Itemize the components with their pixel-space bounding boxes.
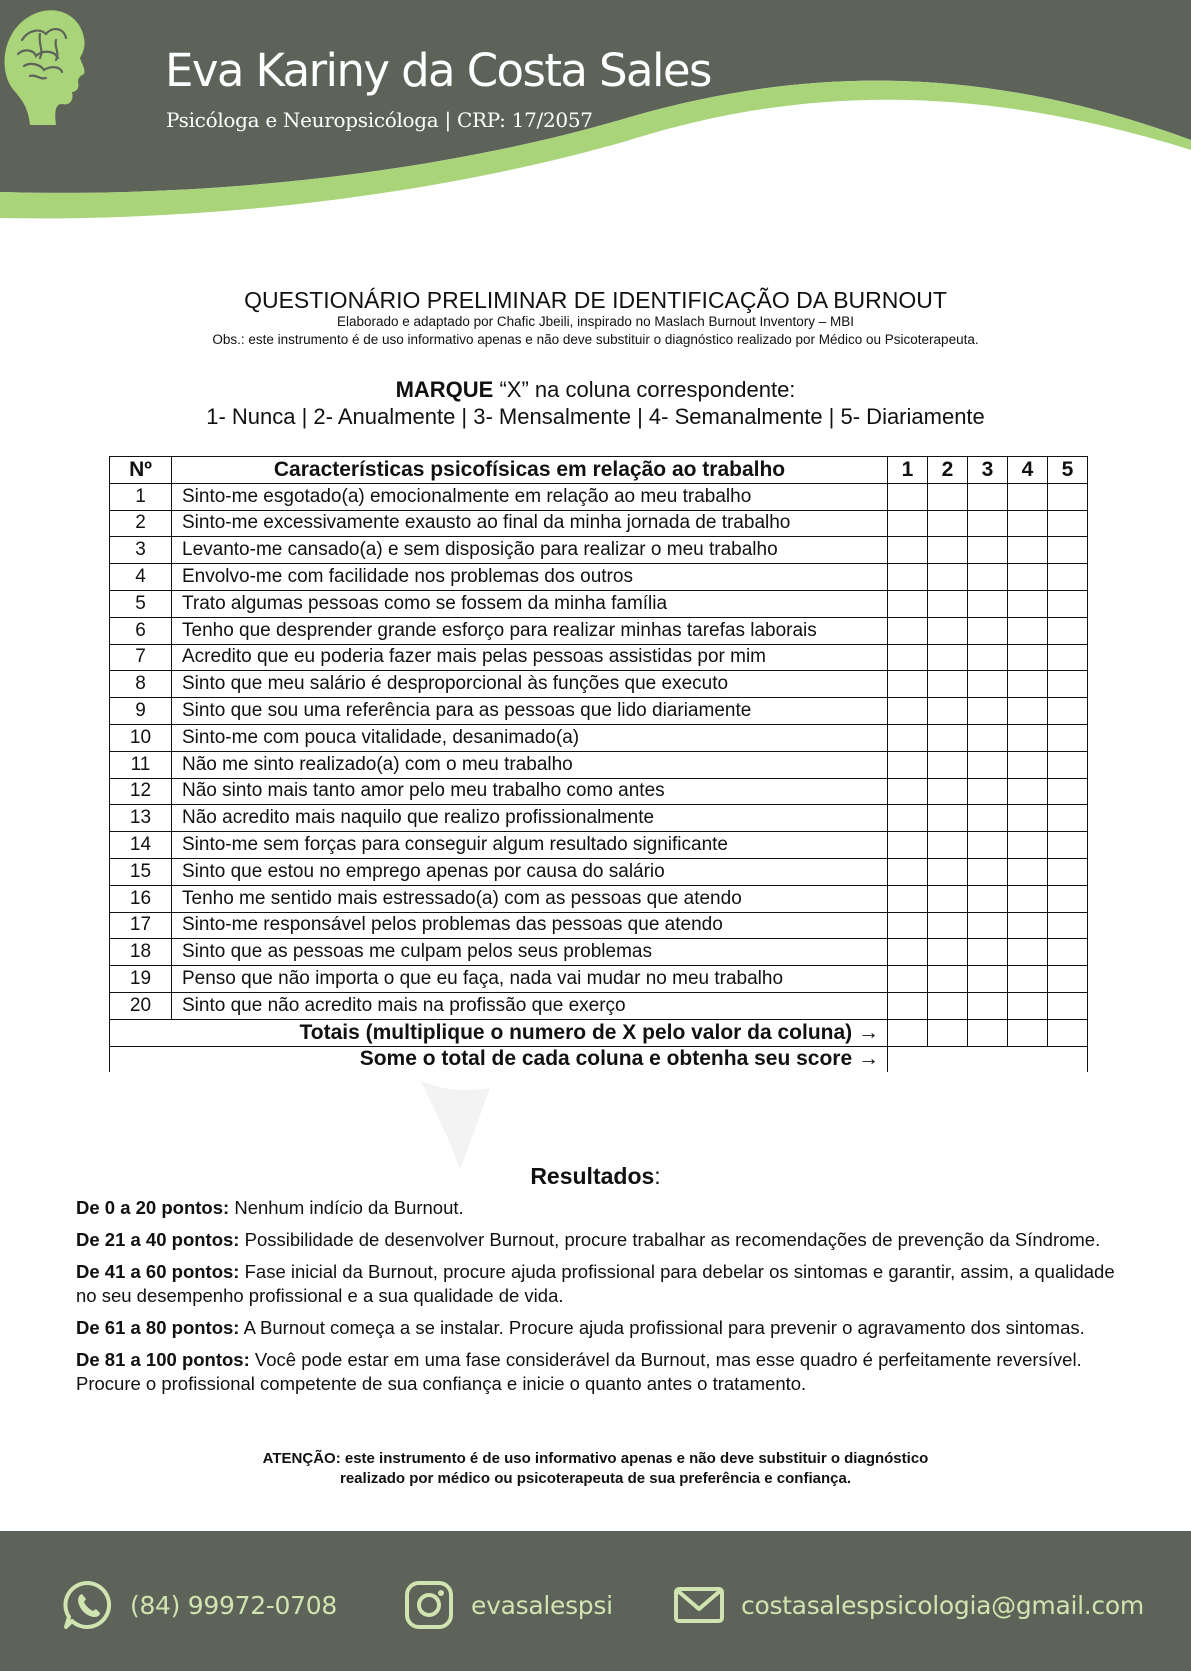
total-cell-5[interactable] — [1048, 1019, 1088, 1046]
answer-cell-5[interactable] — [1048, 698, 1088, 725]
table-row — [110, 564, 1088, 591]
answer-cell-3[interactable] — [968, 885, 1008, 912]
item-text: Sinto que as pessoas me culpam pelos seus problemas — [172, 939, 888, 966]
item-text: Sinto-me sem forças para conseguir algum resultado significante — [172, 832, 888, 859]
answer-cell-4[interactable] — [1008, 992, 1048, 1019]
result-text: Fase inicial da Burnout, procure ajuda profissional para debelar os sintomas e garantir, assim, a qualidade no seu desempenho profissional e a sua qualidade de vida. — [76, 1261, 1115, 1306]
results-title-colon: : — [654, 1163, 661, 1189]
result-item — [76, 1196, 1116, 1220]
questionnaire-obs: Obs.: este instrumento é de uso informativo apenas e não deve substituir o diagnóstico realizado por Médico ou Psicoterapeuta. — [212, 332, 979, 347]
item-number: 16 — [110, 885, 172, 912]
answer-cell-3[interactable] — [968, 966, 1008, 993]
item-text: Sinto-me esgotado(a) emocionalmente em relação ao meu trabalho — [172, 483, 888, 510]
answer-cell-3[interactable] — [968, 537, 1008, 564]
answer-cell-3[interactable] — [968, 564, 1008, 591]
psychologist-credentials: Psicóloga e Neuropsicóloga | CRP: 17/2057 — [166, 108, 593, 132]
answer-cell-5[interactable] — [1048, 992, 1088, 1019]
mail-icon — [673, 1579, 725, 1631]
result-text: Possibilidade de desenvolver Burnout, procure trabalhar as recomendações de prevenção da Síndrome. — [239, 1229, 1101, 1250]
table-row — [110, 778, 1088, 805]
item-text: Tenho me sentido mais estressado(a) com as pessoas que atendo — [172, 885, 888, 912]
item-number: 6 — [110, 617, 172, 644]
answer-cell-2[interactable] — [928, 564, 968, 591]
answer-cell-1[interactable] — [888, 671, 928, 698]
watermark-shape — [420, 1080, 520, 1170]
answer-cell-1[interactable] — [888, 992, 928, 1019]
item-number: 11 — [110, 751, 172, 778]
col-header-scale-1: 1 — [888, 457, 928, 484]
answer-cell-4[interactable] — [1008, 564, 1048, 591]
item-number: 2 — [110, 510, 172, 537]
item-text: Envolvo-me com facilidade nos problemas dos outros — [172, 564, 888, 591]
item-text: Sinto que não acredito mais na profissão que exerço — [172, 992, 888, 1019]
answer-cell-1[interactable] — [888, 590, 928, 617]
item-text: Sinto-me com pouca vitalidade, desanimado(a) — [172, 724, 888, 751]
totals-label: Totais (multiplique o numero de X pelo valor da coluna) → — [110, 1019, 888, 1046]
answer-cell-5[interactable] — [1048, 590, 1088, 617]
col-header-scale-4: 4 — [1008, 457, 1048, 484]
answer-cell-5[interactable] — [1048, 778, 1088, 805]
answer-cell-1[interactable] — [888, 751, 928, 778]
item-number: 7 — [110, 644, 172, 671]
answer-cell-5[interactable] — [1048, 805, 1088, 832]
col-header-number: Nº — [110, 457, 172, 484]
answer-cell-4[interactable] — [1008, 778, 1048, 805]
item-number: 4 — [110, 564, 172, 591]
answer-cell-1[interactable] — [888, 617, 928, 644]
answer-cell-1[interactable] — [888, 805, 928, 832]
answer-cell-3[interactable] — [968, 644, 1008, 671]
score-label: Some o total de cada coluna e obtenha seu score → — [110, 1046, 888, 1072]
item-number: 8 — [110, 671, 172, 698]
item-text: Sinto-me responsável pelos problemas das pessoas que atendo — [172, 912, 888, 939]
answer-cell-1[interactable] — [888, 939, 928, 966]
answer-cell-3[interactable] — [968, 832, 1008, 859]
answer-cell-1[interactable] — [888, 966, 928, 993]
item-text: Sinto que meu salário é desproporcional às funções que executo — [172, 671, 888, 698]
answer-cell-1[interactable] — [888, 832, 928, 859]
table-row — [110, 912, 1088, 939]
answer-cell-2[interactable] — [928, 805, 968, 832]
col-header-scale-5: 5 — [1048, 457, 1088, 484]
answer-cell-2[interactable] — [928, 698, 968, 725]
instruction-text: “X” na coluna correspondente: — [493, 377, 796, 402]
answer-cell-3[interactable] — [968, 510, 1008, 537]
warning-line-2: realizado por médico ou psicoterapeuta de sua preferência e confiança. — [340, 1470, 851, 1487]
answer-cell-2[interactable] — [928, 966, 968, 993]
answer-cell-5[interactable] — [1048, 537, 1088, 564]
table-header-row — [110, 457, 1088, 484]
answer-cell-5[interactable] — [1048, 885, 1088, 912]
answer-cell-2[interactable] — [928, 832, 968, 859]
result-item — [76, 1316, 1116, 1340]
item-text: Sinto que sou uma referência para as pessoas que lido diariamente — [172, 698, 888, 725]
item-number: 19 — [110, 966, 172, 993]
item-number: 13 — [110, 805, 172, 832]
answer-cell-4[interactable] — [1008, 805, 1048, 832]
contact-email[interactable] — [673, 1581, 1144, 1629]
answer-cell-2[interactable] — [928, 483, 968, 510]
table-row — [110, 510, 1088, 537]
answer-cell-4[interactable] — [1008, 912, 1048, 939]
answer-cell-3[interactable] — [968, 724, 1008, 751]
item-text: Acredito que eu poderia fazer mais pelas pessoas assistidas por mim — [172, 644, 888, 671]
result-range: De 0 a 20 pontos: — [76, 1197, 230, 1218]
item-number: 10 — [110, 724, 172, 751]
answer-cell-5[interactable] — [1048, 510, 1088, 537]
answer-cell-5[interactable] — [1048, 751, 1088, 778]
contact-instagram[interactable] — [403, 1581, 613, 1629]
answer-cell-3[interactable] — [968, 858, 1008, 885]
questionnaire-subtitle: Elaborado e adaptado por Chafic Jbeili, inspirado no Maslach Burnout Inventory – MBI — [336, 314, 855, 329]
result-range: De 61 a 80 pontos: — [76, 1317, 240, 1338]
answer-cell-2[interactable] — [928, 644, 968, 671]
answer-cell-5[interactable] — [1048, 483, 1088, 510]
table-row — [110, 644, 1088, 671]
burnout-questionnaire-table — [109, 456, 1088, 1072]
answer-cell-2[interactable] — [928, 537, 968, 564]
answer-cell-5[interactable] — [1048, 644, 1088, 671]
questionnaire-title: QUESTIONÁRIO PRELIMINAR DE IDENTIFICAÇÃO DA BURNOUT — [244, 287, 947, 313]
answer-cell-2[interactable] — [928, 724, 968, 751]
phone-number: (84) 99972-0708 — [130, 1590, 337, 1620]
instruction-line — [0, 377, 1191, 403]
item-text: Não acredito mais naquilo que realizo profissionalmente — [172, 805, 888, 832]
frequency-scale: 1- Nunca | 2- Anualmente | 3- Mensalmente | 4- Semanalmente | 5- Diariamente — [206, 404, 985, 429]
answer-cell-3[interactable] — [968, 698, 1008, 725]
result-text: A Burnout começa a se instalar. Procure ajuda profissional para prevenir o agravamento dos sintomas. — [239, 1317, 1085, 1338]
answer-cell-5[interactable] — [1048, 832, 1088, 859]
answer-cell-5[interactable] — [1048, 671, 1088, 698]
answer-cell-1[interactable] — [888, 483, 928, 510]
table-body — [110, 483, 1088, 1019]
item-number: 1 — [110, 483, 172, 510]
answer-cell-4[interactable] — [1008, 671, 1048, 698]
answer-cell-1[interactable] — [888, 778, 928, 805]
table-row — [110, 483, 1088, 510]
totals-row — [110, 1019, 1088, 1046]
table-row — [110, 751, 1088, 778]
contact-footer — [0, 1531, 1191, 1671]
answer-cell-5[interactable] — [1048, 617, 1088, 644]
item-text: Levanto-me cansado(a) e sem disposição para realizar o meu trabalho — [172, 537, 888, 564]
item-number: 17 — [110, 912, 172, 939]
table-row — [110, 617, 1088, 644]
total-cell-4[interactable] — [1008, 1019, 1048, 1046]
item-text: Tenho que desprender grande esforço para realizar minhas tarefas laborais — [172, 617, 888, 644]
answer-cell-4[interactable] — [1008, 885, 1048, 912]
answer-cell-2[interactable] — [928, 858, 968, 885]
table-row — [110, 724, 1088, 751]
answer-cell-2[interactable] — [928, 939, 968, 966]
answer-cell-3[interactable] — [968, 992, 1008, 1019]
item-number: 18 — [110, 939, 172, 966]
answer-cell-2[interactable] — [928, 992, 968, 1019]
item-text: Não sinto mais tanto amor pelo meu trabalho como antes — [172, 778, 888, 805]
answer-cell-1[interactable] — [888, 885, 928, 912]
answer-cell-1[interactable] — [888, 510, 928, 537]
total-cell-3[interactable] — [968, 1019, 1008, 1046]
answer-cell-4[interactable] — [1008, 939, 1048, 966]
answer-cell-3[interactable] — [968, 590, 1008, 617]
item-number: 15 — [110, 858, 172, 885]
instagram-icon — [403, 1579, 455, 1631]
answer-cell-3[interactable] — [968, 671, 1008, 698]
answer-cell-2[interactable] — [928, 617, 968, 644]
item-number: 14 — [110, 832, 172, 859]
letterhead-header — [0, 0, 1191, 225]
answer-cell-2[interactable] — [928, 885, 968, 912]
answer-cell-2[interactable] — [928, 590, 968, 617]
instruction-bold: MARQUE — [395, 377, 494, 402]
item-text: Penso que não importa o que eu faça, nada vai mudar no meu trabalho — [172, 966, 888, 993]
item-number: 9 — [110, 698, 172, 725]
table-row — [110, 992, 1088, 1019]
answer-cell-1[interactable] — [888, 564, 928, 591]
result-item — [76, 1260, 1116, 1308]
table-row — [110, 885, 1088, 912]
table-row — [110, 698, 1088, 725]
answer-cell-5[interactable] — [1048, 724, 1088, 751]
answer-cell-3[interactable] — [968, 483, 1008, 510]
answer-cell-2[interactable] — [928, 751, 968, 778]
answer-cell-4[interactable] — [1008, 724, 1048, 751]
answer-cell-3[interactable] — [968, 751, 1008, 778]
result-range: De 21 a 40 pontos: — [76, 1229, 240, 1250]
answer-cell-1[interactable] — [888, 724, 928, 751]
answer-cell-1[interactable] — [888, 644, 928, 671]
answer-cell-1[interactable] — [888, 912, 928, 939]
answer-cell-4[interactable] — [1008, 617, 1048, 644]
result-item — [76, 1228, 1116, 1252]
total-cell-2[interactable] — [928, 1019, 968, 1046]
table-row — [110, 537, 1088, 564]
item-text: Não me sinto realizado(a) com o meu trabalho — [172, 751, 888, 778]
answer-cell-4[interactable] — [1008, 698, 1048, 725]
item-number: 5 — [110, 590, 172, 617]
table-row — [110, 966, 1088, 993]
answer-cell-3[interactable] — [968, 939, 1008, 966]
answer-cell-4[interactable] — [1008, 832, 1048, 859]
answer-cell-1[interactable] — [888, 858, 928, 885]
answer-cell-1[interactable] — [888, 537, 928, 564]
answer-cell-4[interactable] — [1008, 751, 1048, 778]
answer-cell-1[interactable] — [888, 698, 928, 725]
score-cell[interactable] — [888, 1046, 1088, 1072]
answer-cell-2[interactable] — [928, 671, 968, 698]
table-row — [110, 858, 1088, 885]
result-range: De 41 a 60 pontos: — [76, 1261, 240, 1282]
answer-cell-3[interactable] — [968, 617, 1008, 644]
item-text: Trato algumas pessoas como se fossem da minha família — [172, 590, 888, 617]
item-number: 20 — [110, 992, 172, 1019]
col-header-scale-2: 2 — [928, 457, 968, 484]
warning-line-1: ATENÇÃO: este instrumento é de uso informativo apenas e não deve substituir o diagnóstico — [262, 1450, 929, 1467]
item-text: Sinto que estou no emprego apenas por causa do salário — [172, 858, 888, 885]
answer-cell-4[interactable] — [1008, 537, 1048, 564]
table-row — [110, 939, 1088, 966]
instagram-handle: evasalespsi — [471, 1590, 613, 1620]
results-list — [76, 1196, 1116, 1404]
item-number: 3 — [110, 537, 172, 564]
answer-cell-5[interactable] — [1048, 564, 1088, 591]
answer-cell-2[interactable] — [928, 510, 968, 537]
result-text: Você pode estar em uma fase considerável da Burnout, mas esse quadro é perfeitamente reversível. Procure o profissional competente de sua confiança e inicie o quanto antes o tratamento. — [76, 1349, 1082, 1394]
answer-cell-2[interactable] — [928, 778, 968, 805]
answer-cell-2[interactable] — [928, 912, 968, 939]
contact-phone[interactable] — [62, 1581, 337, 1629]
col-header-scale-3: 3 — [968, 457, 1008, 484]
result-range: De 81 a 100 pontos: — [76, 1349, 250, 1370]
score-row — [110, 1046, 1088, 1072]
answer-cell-3[interactable] — [968, 912, 1008, 939]
answer-cell-4[interactable] — [1008, 590, 1048, 617]
answer-cell-5[interactable] — [1048, 858, 1088, 885]
col-header-description: Características psicofísicas em relação ao trabalho — [172, 457, 888, 484]
results-title — [0, 1163, 1191, 1190]
brain-head-logo-icon — [0, 0, 86, 128]
answer-cell-5[interactable] — [1048, 939, 1088, 966]
item-number: 12 — [110, 778, 172, 805]
warning-note — [0, 1449, 1191, 1489]
answer-cell-4[interactable] — [1008, 858, 1048, 885]
answer-cell-4[interactable] — [1008, 966, 1048, 993]
psychologist-name: Eva Kariny da Costa Sales — [165, 44, 711, 97]
answer-cell-4[interactable] — [1008, 510, 1048, 537]
table-row — [110, 671, 1088, 698]
item-text: Sinto-me excessivamente exausto ao final da minha jornada de trabalho — [172, 510, 888, 537]
answer-cell-5[interactable] — [1048, 966, 1088, 993]
email-address: costasalespsicologia@gmail.com — [741, 1590, 1144, 1620]
table-row — [110, 590, 1088, 617]
table-row — [110, 832, 1088, 859]
table-row — [110, 805, 1088, 832]
answer-cell-5[interactable] — [1048, 912, 1088, 939]
result-item — [76, 1348, 1116, 1396]
answer-cell-3[interactable] — [968, 805, 1008, 832]
answer-cell-4[interactable] — [1008, 644, 1048, 671]
answer-cell-3[interactable] — [968, 778, 1008, 805]
answer-cell-4[interactable] — [1008, 483, 1048, 510]
result-text: Nenhum indício da Burnout. — [229, 1197, 464, 1218]
total-cell-1[interactable] — [888, 1019, 928, 1046]
whatsapp-icon — [62, 1579, 114, 1631]
results-title-text: Resultados — [530, 1163, 655, 1189]
